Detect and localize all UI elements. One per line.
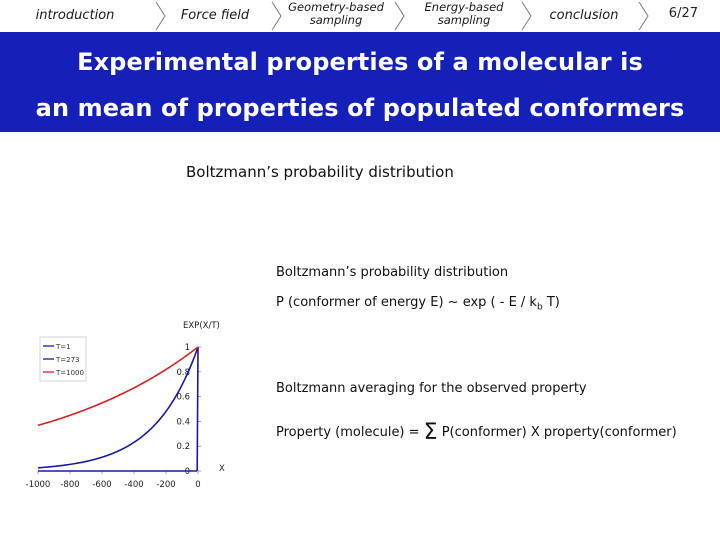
navigation-bar — [0, 0, 720, 32]
nav-item-label: conclusion — [549, 7, 619, 23]
chevron-right-icon — [638, 0, 650, 32]
nav-item-label: introduction — [35, 7, 115, 23]
y-tick-label: 0 — [184, 467, 190, 477]
nav-item-geometry-sampling[interactable] — [282, 0, 390, 30]
page-number: 6/27 — [668, 6, 698, 21]
x-tick-label: -600 — [92, 480, 112, 490]
section-heading: Boltzmann’s probability distribution — [186, 163, 454, 181]
chevron-right-icon — [521, 0, 533, 32]
formula-subscript: b — [536, 302, 543, 313]
formula-end: T) — [542, 295, 560, 310]
distribution-subheading: Boltzmann’s probability distribution — [276, 265, 509, 280]
x-tick-label: 0 — [195, 480, 201, 490]
x-tick-label: -1000 — [25, 480, 51, 490]
x-tick-label: -800 — [60, 480, 80, 490]
formula-text: P (conformer of energy E) ~ exp ( - E / k — [276, 295, 537, 310]
y-tick-label: 0.6 — [176, 392, 190, 403]
nav-item-conclusion[interactable] — [535, 0, 633, 32]
x-tick-label: -400 — [124, 480, 144, 490]
legend-label: T=1000 — [56, 369, 84, 377]
chevron-right-icon — [394, 0, 406, 32]
nav-item-force-field[interactable] — [166, 0, 264, 32]
property-formula — [276, 420, 677, 445]
nav-item-energy-sampling[interactable] — [408, 0, 520, 30]
slide-title-line-2: an mean of properties of populated conformers — [35, 94, 685, 122]
x-tick-label: -200 — [156, 480, 176, 490]
legend-label: T=273 — [56, 356, 80, 364]
averaging-heading: Boltzmann averaging for the observed property — [276, 381, 587, 396]
y-tick-label: 0.2 — [176, 442, 190, 453]
y-tick-label: 0.8 — [176, 367, 190, 378]
boltzmann-exp-chart — [0, 315, 260, 495]
sigma-symbol: Σ — [423, 420, 438, 445]
nav-item-label: Geometry-based sampling — [288, 0, 384, 27]
nav-item-introduction[interactable] — [0, 0, 150, 32]
x-axis-label: X — [219, 464, 225, 474]
title-banner — [0, 32, 720, 132]
nav-item-label: Energy-based sampling — [424, 0, 504, 27]
y-tick-label: 1 — [184, 343, 190, 353]
slide-title-line-1: Experimental properties of a molecular is — [77, 48, 643, 76]
nav-item-label: Force field — [180, 7, 250, 23]
y-axis-label: EXP(X/T) — [183, 321, 220, 331]
boltzmann-formula — [276, 295, 560, 313]
property-left-text: Property (molecule) = — [276, 425, 424, 440]
y-tick-label: 0.4 — [176, 417, 190, 428]
legend-label: T=1 — [56, 343, 71, 351]
property-right-text: P(conformer) X property(conformer) — [437, 425, 677, 440]
